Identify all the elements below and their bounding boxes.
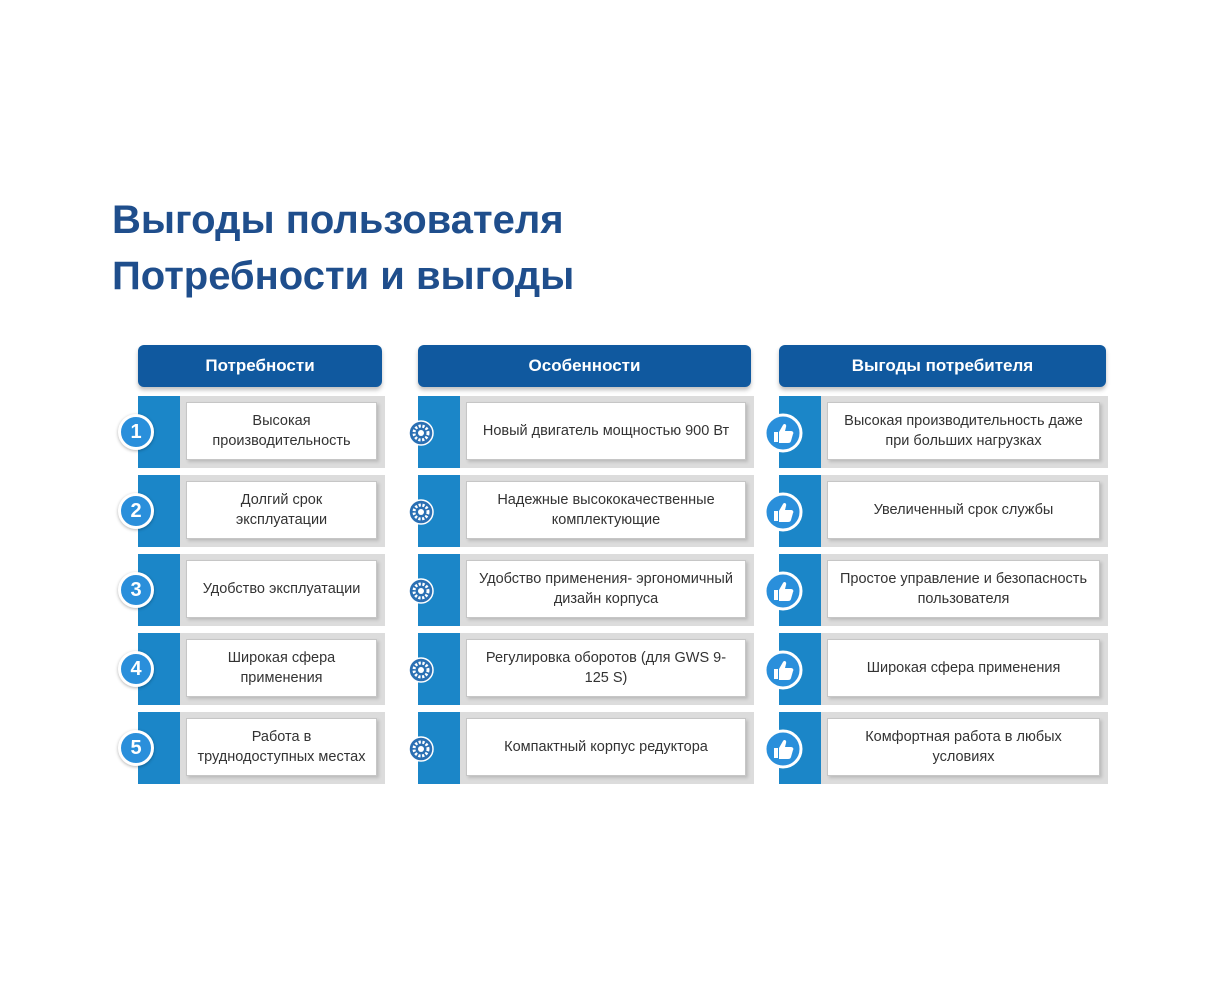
needs-item bbox=[130, 633, 385, 705]
item-card bbox=[821, 554, 1108, 626]
thumbs-up-icon bbox=[763, 413, 803, 453]
benefits-item bbox=[779, 475, 1108, 547]
gear-icon bbox=[408, 420, 434, 446]
benefits-header: Выгоды потребителя bbox=[779, 345, 1106, 387]
item-card bbox=[180, 475, 385, 547]
item-card bbox=[821, 396, 1108, 468]
needs-item bbox=[130, 396, 385, 468]
features-item bbox=[418, 396, 754, 468]
number-badge: 3 bbox=[118, 572, 154, 608]
item-card bbox=[460, 554, 754, 626]
item-text: Комфортная работа в любых условиях bbox=[827, 718, 1100, 776]
item-text: Высокая производительность bbox=[186, 402, 377, 460]
benefits-item bbox=[779, 712, 1108, 784]
item-card bbox=[460, 475, 754, 547]
item-text: Компактный корпус редуктора bbox=[466, 718, 746, 776]
gear-icon bbox=[408, 736, 434, 762]
item-card bbox=[180, 554, 385, 626]
gear-icon bbox=[408, 499, 434, 525]
number-badge: 5 bbox=[118, 730, 154, 766]
item-text: Регулировка оборотов (для GWS 9-125 S) bbox=[466, 639, 746, 697]
thumbs-up-icon bbox=[763, 729, 803, 769]
features-header: Особенности bbox=[418, 345, 751, 387]
item-card bbox=[821, 633, 1108, 705]
benefits-item bbox=[779, 396, 1108, 468]
item-card bbox=[460, 712, 754, 784]
number-badge: 2 bbox=[118, 493, 154, 529]
item-text: Высокая производительность даже при больших нагрузках bbox=[827, 402, 1100, 460]
item-card bbox=[821, 712, 1108, 784]
features-item bbox=[418, 633, 754, 705]
item-text: Удобство применения- эргономичный дизайн корпуса bbox=[466, 560, 746, 618]
number-badge: 4 bbox=[118, 651, 154, 687]
needs-header: Потребности bbox=[138, 345, 382, 387]
item-text: Работа в труднодоступных местах bbox=[186, 718, 377, 776]
number-badge: 1 bbox=[118, 414, 154, 450]
features-item bbox=[418, 475, 754, 547]
thumbs-up-icon bbox=[763, 571, 803, 611]
item-text: Надежные высококачественные комплектующие bbox=[466, 481, 746, 539]
item-text: Новый двигатель мощностью 900 Вт bbox=[466, 402, 746, 460]
benefits-item bbox=[779, 633, 1108, 705]
thumbs-up-icon bbox=[763, 492, 803, 532]
thumbs-up-icon bbox=[763, 650, 803, 690]
item-text: Долгий срок эксплуатации bbox=[186, 481, 377, 539]
item-text: Удобство эксплуатации bbox=[186, 560, 377, 618]
item-card bbox=[180, 712, 385, 784]
gear-icon bbox=[408, 578, 434, 604]
item-text: Широкая сфера применения bbox=[827, 639, 1100, 697]
item-card bbox=[180, 633, 385, 705]
item-text: Простое управление и безопасность пользователя bbox=[827, 560, 1100, 618]
title-line-2: Потребности и выгоды bbox=[112, 254, 575, 298]
item-card bbox=[460, 396, 754, 468]
item-card bbox=[180, 396, 385, 468]
features-item bbox=[418, 712, 754, 784]
features-item bbox=[418, 554, 754, 626]
item-card bbox=[821, 475, 1108, 547]
benefits-item bbox=[779, 554, 1108, 626]
title-line-1: Выгоды пользователя bbox=[112, 198, 564, 242]
item-card bbox=[460, 633, 754, 705]
item-text: Широкая сфера применения bbox=[186, 639, 377, 697]
item-text: Увеличенный срок службы bbox=[827, 481, 1100, 539]
needs-item bbox=[130, 712, 385, 784]
needs-item bbox=[130, 475, 385, 547]
gear-icon bbox=[408, 657, 434, 683]
needs-item bbox=[130, 554, 385, 626]
